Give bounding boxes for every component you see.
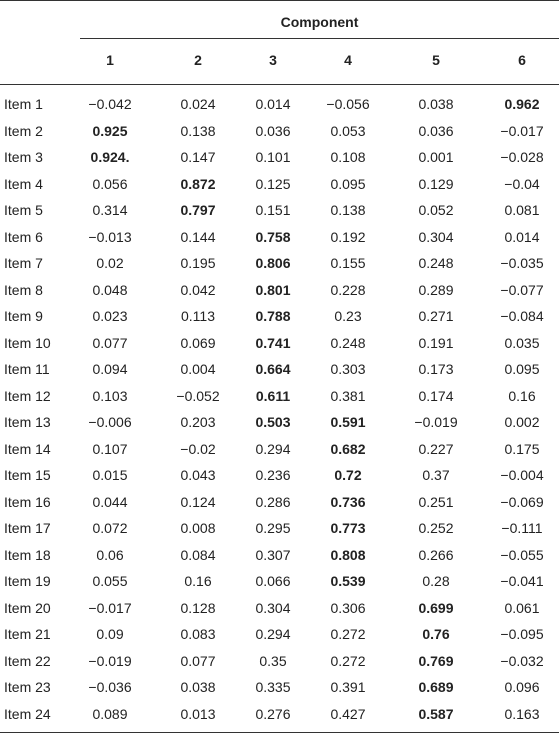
table-cell: −0.095 [500, 626, 544, 642]
table-cell: 0.37 [422, 467, 450, 483]
table-cell: 0.094 [92, 361, 128, 377]
table-cell: 0.128 [180, 599, 216, 616]
table-cell: 0.155 [330, 255, 366, 271]
table-cell: 0.307 [255, 546, 291, 563]
table-cell: 0.769 [418, 652, 454, 669]
table-cell: 0.095 [330, 175, 366, 192]
table-cell: 0.055 [92, 573, 128, 589]
table-cell: 0.28 [422, 573, 450, 589]
table-cell: 0.664 [255, 361, 291, 377]
table-cell: 0.35 [259, 652, 287, 669]
table-cell: 0.101 [255, 149, 291, 165]
table-cell: 0.066 [255, 573, 291, 589]
table-cell: 0.801 [255, 281, 291, 298]
table-cell: 0.077 [180, 652, 216, 669]
table-cell: −0.041 [500, 573, 544, 589]
table-cell: 0.289 [418, 281, 454, 298]
table-cell: 0.052 [418, 202, 454, 218]
table-cell: 0.699 [418, 599, 454, 616]
table-cell: 0.192 [330, 228, 366, 245]
row-label: Item 22 [4, 652, 51, 669]
table-cell: −0.019 [414, 414, 458, 430]
table-cell: 0.089 [92, 705, 128, 722]
table-cell: 0.591 [330, 414, 366, 430]
table-cell: 0.736 [330, 493, 366, 510]
table-cell: 0.096 [504, 679, 540, 695]
table-cell: −0.069 [500, 493, 544, 510]
table-cell: 0.381 [330, 387, 366, 404]
row-label: Item 3 [4, 149, 43, 165]
table-cell: 0.925 [92, 122, 128, 139]
table-cell: 0.107 [92, 440, 128, 457]
row-label: Item 15 [4, 467, 51, 483]
table-cell: 0.09 [96, 626, 124, 642]
table-cell: −0.077 [500, 281, 544, 298]
top-rule [0, 0, 559, 1]
table-cell: −0.042 [88, 96, 132, 112]
row-label: Item 2 [4, 122, 43, 139]
table-cell: 0.503 [255, 414, 291, 430]
row-label: Item 4 [4, 175, 43, 192]
table-cell: 0.272 [330, 652, 366, 669]
row-label: Item 16 [4, 493, 51, 510]
table-cell: 0.758 [255, 228, 291, 245]
table-cell: 0.271 [418, 308, 454, 324]
table-cell: 0.286 [255, 493, 291, 510]
table-cell: 0.035 [504, 334, 540, 351]
row-label: Item 21 [4, 626, 51, 642]
table-cell: −0.036 [88, 679, 132, 695]
table-cell: 0.072 [92, 520, 128, 536]
table-cell: 0.203 [180, 414, 216, 430]
table-cell: 0.147 [180, 149, 216, 165]
row-label: Item 5 [4, 202, 43, 218]
table-cell: 0.303 [330, 361, 366, 377]
table-cell: 0.962 [504, 96, 540, 112]
table-cell: 0.108 [330, 149, 366, 165]
table-cell: 0.083 [180, 626, 216, 642]
table-cell: 0.808 [330, 546, 366, 563]
table-cell: 0.228 [330, 281, 366, 298]
table-cell: −0.02 [180, 440, 216, 457]
table-cell: 0.002 [504, 414, 540, 430]
row-label: Item 6 [4, 228, 43, 245]
table-cell: −0.035 [500, 255, 544, 271]
column-header-2: 2 [194, 52, 202, 68]
table-cell: 0.872 [180, 175, 216, 192]
table-cell: 0.276 [255, 705, 291, 722]
row-label: Item 23 [4, 679, 51, 695]
table-cell: −0.055 [500, 546, 544, 563]
table-cell: 0.081 [504, 202, 540, 218]
column-header-1: 1 [106, 52, 114, 68]
table-cell: 0.129 [418, 175, 454, 192]
table-cell: −0.004 [500, 467, 544, 483]
row-label: Item 20 [4, 599, 51, 616]
table-cell: −0.028 [500, 149, 544, 165]
table-cell: 0.611 [255, 387, 291, 404]
table-cell: 0.682 [330, 440, 366, 457]
row-label: Item 24 [4, 705, 51, 722]
table-cell: 0.23 [334, 308, 362, 324]
table-cell: 0.797 [180, 202, 216, 218]
table-cell: 0.125 [255, 175, 291, 192]
table-cell: 0.76 [422, 626, 450, 642]
table-cell: 0.306 [330, 599, 366, 616]
row-label: Item 18 [4, 546, 51, 563]
table-cell: 0.044 [92, 493, 128, 510]
table-cell: −0.111 [501, 520, 543, 536]
table-cell: 0.16 [508, 387, 536, 404]
table-cell: 0.02 [96, 255, 124, 271]
table-cell: 0.069 [180, 334, 216, 351]
table-cell: 0.304 [255, 599, 291, 616]
table-cell: 0.053 [330, 122, 366, 139]
table-cell: 0.314 [92, 202, 128, 218]
table-cell: 0.689 [418, 679, 454, 695]
table-cell: 0.038 [418, 96, 454, 112]
table-cell: 0.013 [180, 705, 216, 722]
table-cell: 0.144 [180, 228, 216, 245]
table-cell: 0.038 [180, 679, 216, 695]
table-cell: 0.248 [418, 255, 454, 271]
table-cell: 0.015 [92, 467, 128, 483]
table-cell: 0.741 [255, 334, 291, 351]
table-cell: 0.72 [334, 467, 362, 483]
table-cell: 0.014 [504, 228, 540, 245]
table-cell: 0.004 [180, 361, 216, 377]
row-label: Item 7 [4, 255, 43, 271]
column-header-6: 6 [518, 52, 526, 68]
table-cell: −0.013 [88, 228, 132, 245]
header-rule [0, 84, 559, 85]
table-cell: 0.163 [504, 705, 540, 722]
table-cell: 0.138 [180, 122, 216, 139]
table-cell: 0.173 [418, 361, 454, 377]
table-cell: 0.095 [504, 361, 540, 377]
table-cell: 0.304 [418, 228, 454, 245]
table-cell: −0.056 [326, 96, 370, 112]
table-cell: −0.017 [88, 599, 132, 616]
bottom-rule [0, 732, 559, 733]
column-header-4: 4 [344, 52, 352, 68]
table-cell: 0.248 [330, 334, 366, 351]
table-cell: 0.335 [255, 679, 291, 695]
table-cell: 0.272 [330, 626, 366, 642]
table-cell: 0.251 [418, 493, 454, 510]
row-label: Item 10 [4, 334, 51, 351]
table-cell: 0.227 [418, 440, 454, 457]
table-cell: 0.174 [418, 387, 454, 404]
component-group-header: Component [280, 14, 359, 30]
table-cell: 0.036 [418, 122, 454, 139]
table-cell: 0.427 [330, 705, 366, 722]
table-cell: 0.391 [330, 679, 366, 695]
table-cell: 0.06 [96, 546, 124, 563]
table-cell: 0.024 [180, 96, 216, 112]
row-label: Item 17 [4, 520, 51, 536]
table-cell: 0.042 [180, 281, 216, 298]
table-cell: 0.151 [255, 202, 291, 218]
row-label: Item 8 [4, 281, 43, 298]
table-cell: 0.195 [180, 255, 216, 271]
table-cell: 0.008 [180, 520, 216, 536]
table-cell: 0.587 [418, 705, 454, 722]
row-label: Item 9 [4, 308, 43, 324]
table-cell: 0.191 [418, 334, 454, 351]
table-cell: 0.773 [330, 520, 366, 536]
group-underline [80, 38, 559, 39]
row-label: Item 11 [4, 361, 50, 377]
table-cell: 0.788 [255, 308, 291, 324]
table-cell: −0.017 [500, 122, 544, 139]
table-cell: 0.266 [418, 546, 454, 563]
table-cell: 0.001 [418, 149, 454, 165]
table-cell: 0.048 [92, 281, 128, 298]
table-cell: −0.032 [500, 652, 544, 669]
table-cell: 0.539 [330, 573, 366, 589]
table-cell: 0.023 [92, 308, 128, 324]
table-cell: 0.056 [92, 175, 128, 192]
table-cell: 0.294 [255, 626, 291, 642]
table-cell: −0.006 [88, 414, 132, 430]
table-cell: 0.103 [92, 387, 128, 404]
table-cell: 0.924. [90, 149, 130, 165]
table-cell: 0.252 [418, 520, 454, 536]
row-label: Item 12 [4, 387, 51, 404]
table-cell: 0.138 [330, 202, 366, 218]
row-label: Item 14 [4, 440, 51, 457]
table-cell: 0.014 [255, 96, 291, 112]
row-label: Item 1 [4, 96, 43, 112]
table-cell: 0.294 [255, 440, 291, 457]
table-cell: 0.084 [180, 546, 216, 563]
table-cell: 0.043 [180, 467, 216, 483]
table-cell: −0.052 [176, 387, 220, 404]
table-cell: 0.16 [184, 573, 212, 589]
table-cell: −0.019 [88, 652, 132, 669]
table-cell: −0.04 [504, 175, 540, 192]
table-cell: 0.175 [504, 440, 540, 457]
table-cell: 0.295 [255, 520, 291, 536]
table-cell: 0.806 [255, 255, 291, 271]
table-cell: 0.061 [504, 599, 540, 616]
column-header-3: 3 [269, 52, 277, 68]
table-cell: 0.036 [255, 122, 291, 139]
table-cell: 0.077 [92, 334, 128, 351]
table-cell: 0.124 [180, 493, 216, 510]
table-cell: 0.113 [181, 308, 215, 324]
table-cell: −0.084 [500, 308, 544, 324]
row-label: Item 13 [4, 414, 51, 430]
table-cell: 0.236 [255, 467, 291, 483]
row-label: Item 19 [4, 573, 51, 589]
column-header-5: 5 [432, 52, 440, 68]
